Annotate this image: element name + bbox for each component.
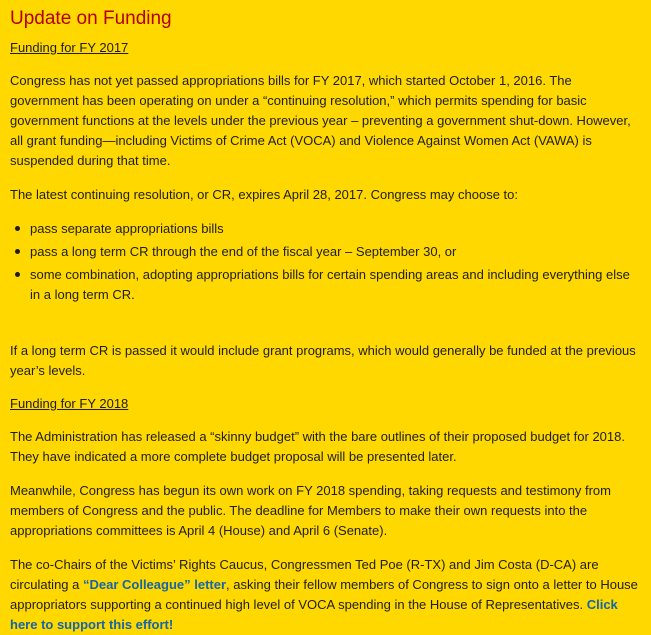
list-item-text: some combination, adopting appropriations bills for certain spending areas and including everything else in a long term CR. [30,267,630,302]
fy2018-paragraph-2: Meanwhile, Congress has begun its own work on FY 2018 spending, taking requests and testimony from members of Congress and the public. The deadline for Members to make their own requests into the appropriations committees is April 4 (House) and April 6 (Senate). [10,483,611,538]
list-item-text: pass separate appropriations bills [30,221,224,236]
fy2018-paragraph-1: The Administration has released a “skinny budget” with the bare outlines of their proposed budget for 2018. They have indicated a more complete budget proposal will be presented later. [10,429,625,464]
fy2017-paragraph-1: Congress has not yet passed appropriations bills for FY 2017, which started October 1, 2016. The government has been operating on under a “continuing resolution,” which permits spending for basic government functions at the levels under the previous year – preventing a government shut-down. However, all grant funding—including Victims of Crime Act (VOCA) and Violence Against Women Act (VAWA) is suspended during that time. [10,73,631,168]
page-title: Update on Funding [10,8,172,29]
list-item-text: pass a long term CR through the end of the fiscal year – September 30, or [30,244,457,259]
congress-options-list [10,219,639,305]
fy2018-paragraph-3 [10,555,639,635]
support-effort-link[interactable]: Click here to support this effort! [10,597,618,632]
list-item [30,242,639,262]
bullet-icon [15,226,20,231]
bullet-icon [15,249,20,254]
paragraph-text: The co-Chairs of the Victims’ Rights Caucus, Congressmen Ted Poe (R-TX) and Jim Costa (D-CA) are circulating a [10,557,599,592]
fy2017-heading: Funding for FY 2017 [10,40,129,55]
list-item [30,265,639,305]
list-item [30,219,639,239]
fy2017-paragraph-3: If a long term CR is passed it would include grant programs, which would generally be funded at the previous year’s levels. [10,343,636,378]
fy2018-section [10,395,639,635]
paragraph-text: , asking their fellow members of Congress to sign onto a letter to House appropriators supporting a continued high level of VOCA spending in the House of Representatives. [10,577,638,612]
bullet-icon [15,272,20,277]
dear-colleague-letter-link[interactable]: “Dear Colleague” letter [82,577,227,592]
section-spacer [10,319,639,341]
fy2018-heading: Funding for FY 2018 [10,396,129,411]
fy2017-section [10,39,639,381]
fy2017-paragraph-2: The latest continuing resolution, or CR, expires April 28, 2017. Congress may choose to: [10,187,518,202]
